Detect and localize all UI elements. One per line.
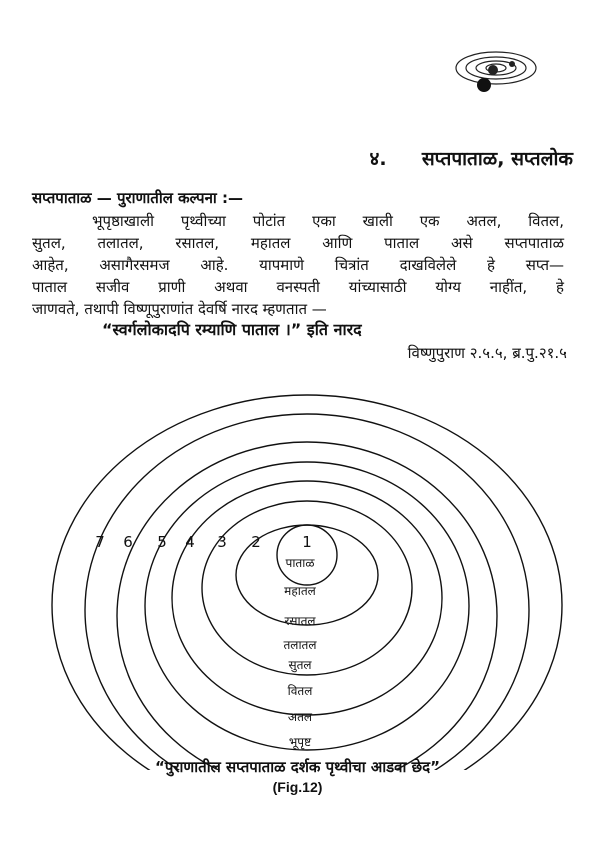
ring-number-1: 1 [302,533,312,551]
paragraph-line: पाताल सजीव प्राणी अथवा वनस्पती यांच्यासाठी योग्य नाहींत, हे [32,278,564,296]
layer-label-rasatal: रसातल [284,614,316,628]
body-paragraph [32,210,564,320]
planet-orbit-logo [448,42,548,102]
figure-number: (Fig.12) [272,779,323,795]
ring-number-6: 6 [123,533,133,551]
layer-label-vital: वितल [287,684,313,698]
paragraph-line: सुतल, तलातल, रसातल, महातल आणि पाताल असे सप्तपाताळ [32,234,564,252]
ring-number-7: 7 [95,533,105,551]
layer-label-talatal: तलातल [283,638,317,652]
layer-label-patal: पाताळ [285,556,315,570]
layer-label-atal: अतल [287,710,313,724]
concentric-layers-diagram [0,380,595,770]
paragraph-line: आहेत, असागैरसमज आहे. यापमाणे चित्रांत दाखविलेले हे सप्त— [32,256,564,274]
citation: विष्णुपुराण २.५.५, ब्र.पु.२१.५ [407,344,567,362]
chapter-title [369,145,573,171]
sanskrit-quote: “स्वर्गलोकादपि रम्याणि पाताल ।” इति नारद [102,320,362,339]
paragraph-line: भूपृष्ठाखाली पृथ्वीच्या पोटांत एका खाली एक अतल, वितल, [92,212,564,230]
ring-4 [172,481,442,715]
ring-number-4: 4 [185,533,195,551]
section-heading: सप्तपाताळ — पुराणातील कल्पना :— [32,189,243,207]
chapter-name: सप्तपाताळ, सप्तलोक [421,148,573,170]
ring-number-2: 2 [251,533,261,551]
ring-number-3: 3 [217,533,227,551]
chapter-number: ४. [369,148,387,170]
ring-number-5: 5 [157,533,167,551]
figure-caption: “पुराणातील सप्तपाताळ दर्शक पृथ्वीचा आडवा छेद” [155,758,440,776]
layer-label-bhupushth: भूपृष्ट [288,735,312,749]
paragraph-line: जाणवते, तथापी विष्णूपुराणांत देवर्षि नारद म्हणतात — [32,300,327,318]
layer-label-sutal: सुतल [288,658,312,672]
ring-5 [145,462,469,750]
layer-label-mahatal: महातल [284,584,316,598]
